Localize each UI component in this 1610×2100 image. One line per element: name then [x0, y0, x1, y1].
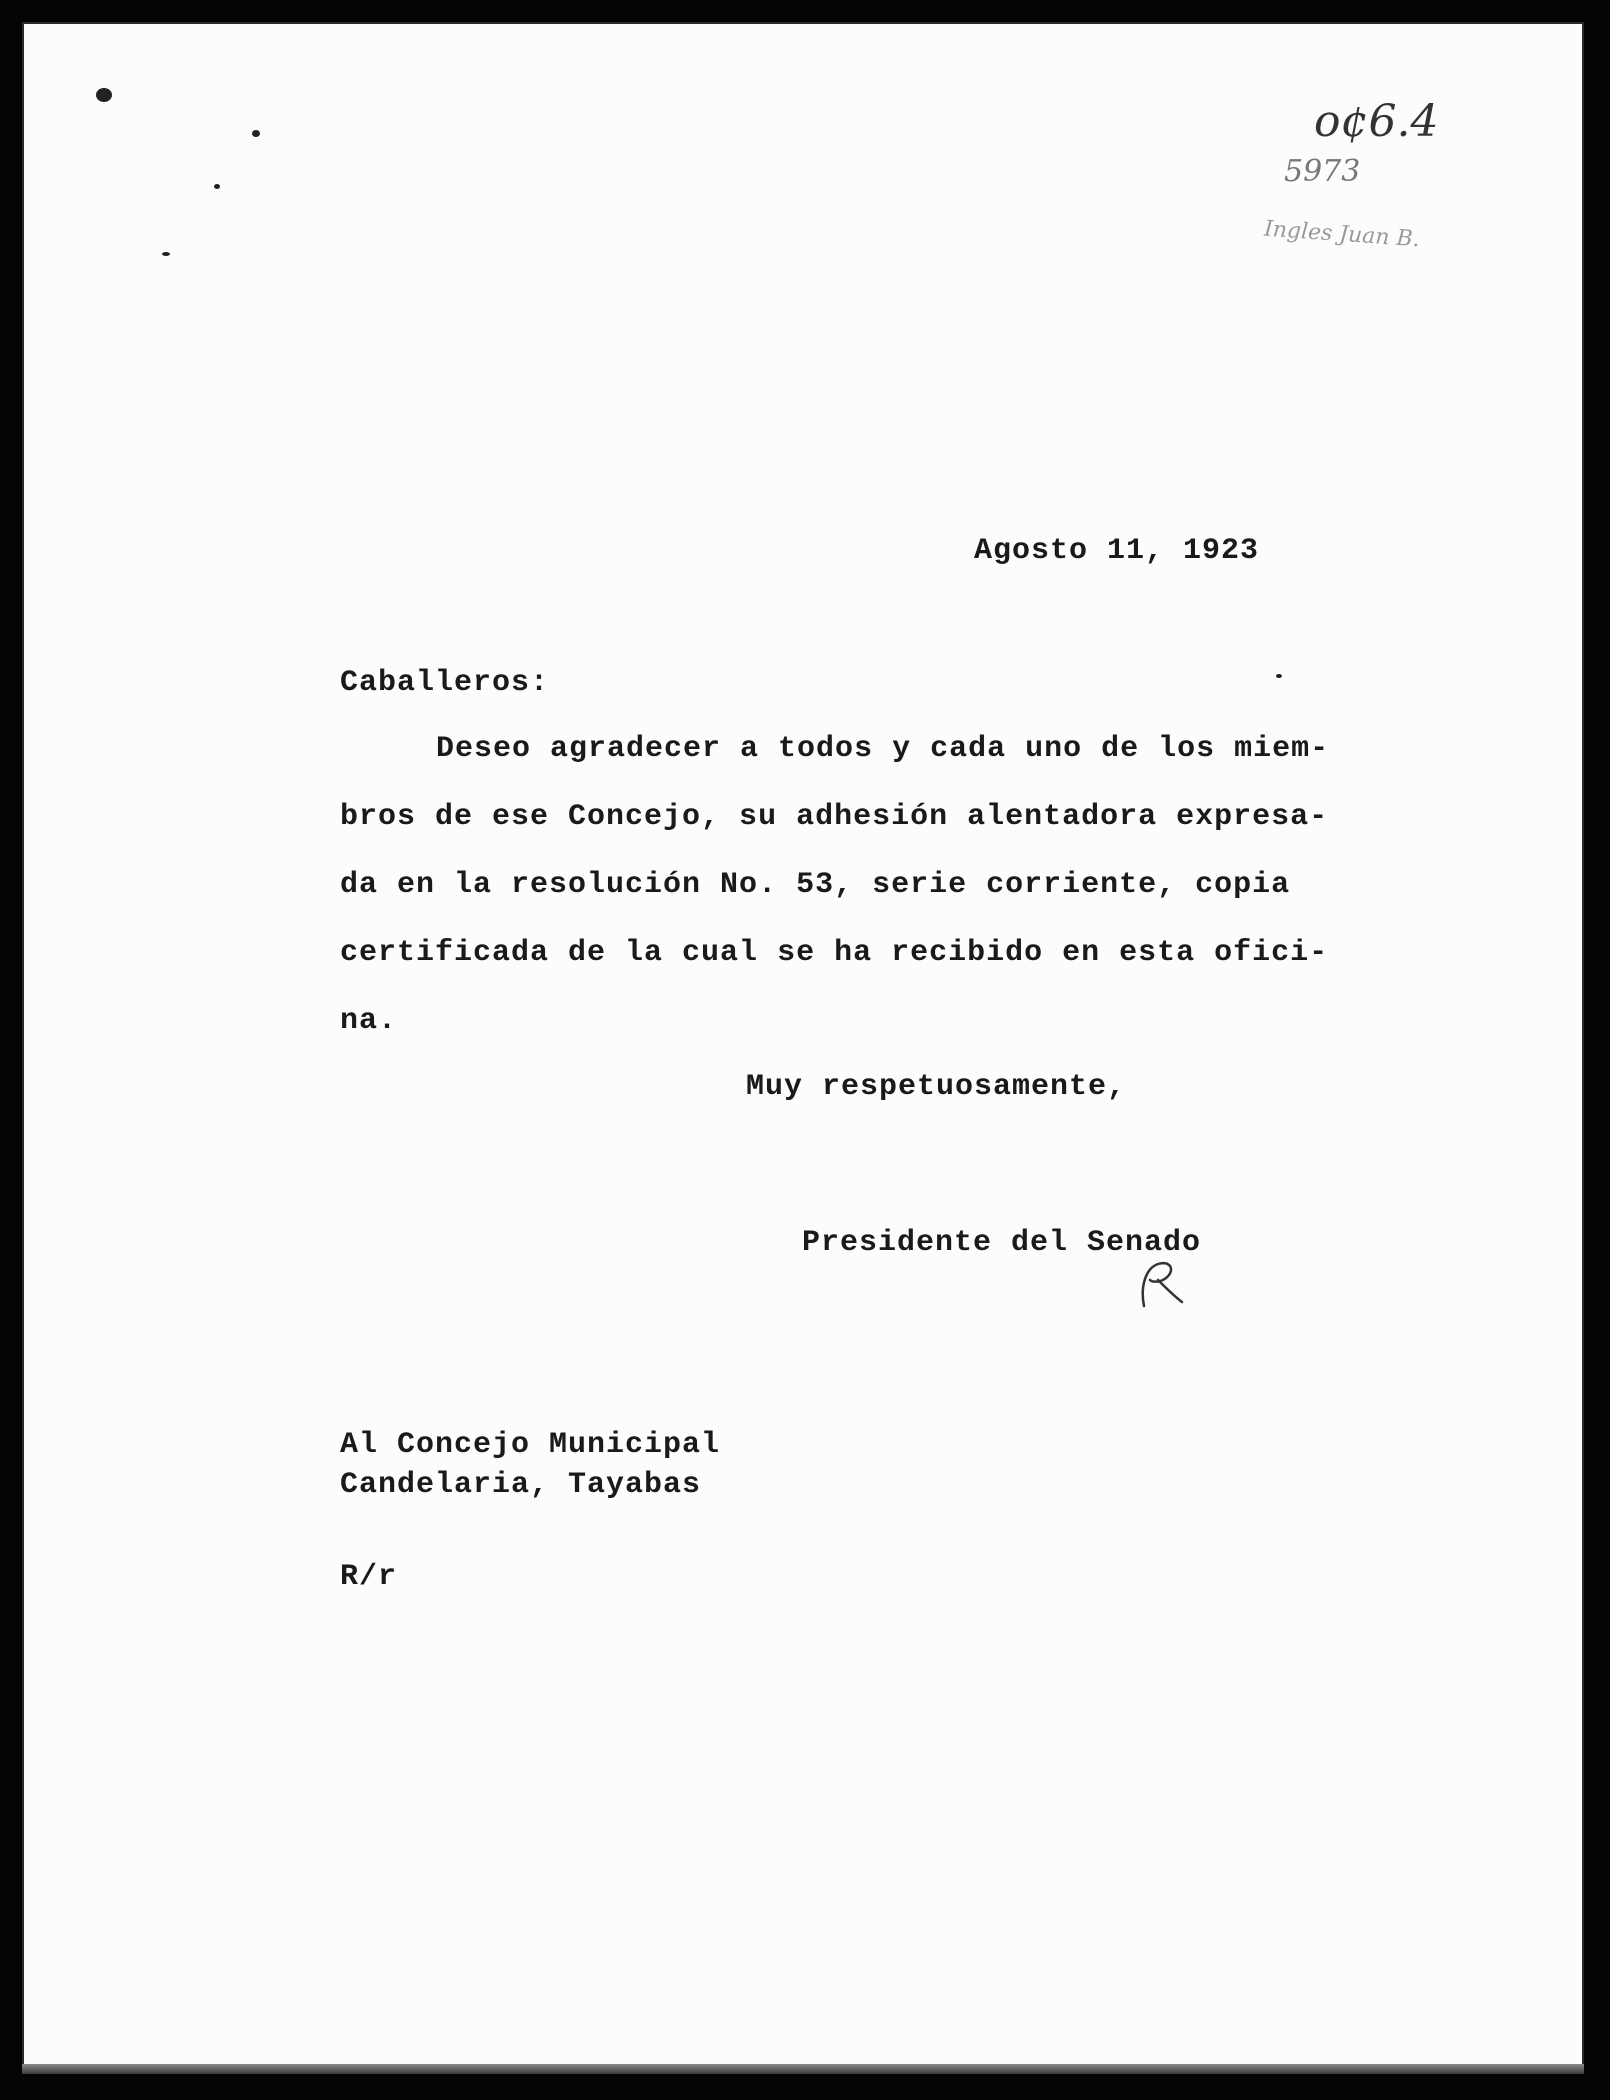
archive-note-name: Ingles Juan B. — [1263, 216, 1421, 253]
signature-title: Presidente del Senado — [802, 1226, 1202, 1260]
ink-speck — [252, 130, 260, 137]
recipient-line-2: Candelaria, Tayabas — [340, 1468, 702, 1502]
ink-speck — [96, 88, 112, 102]
closing: Muy respetuosamente, — [746, 1070, 1127, 1104]
typist-initials: R/r — [340, 1560, 398, 1594]
letter-date: Agosto 11, 1923 — [974, 534, 1260, 568]
body-line-3: da en la resolución No. 53, serie corriente, copia — [340, 868, 1291, 902]
body-line-4: certificada de la cual se ha recibido en esta ofici- — [340, 936, 1329, 970]
body-line-1: Deseo agradecer a todos y cada uno de los miem- — [436, 732, 1330, 766]
ink-speck — [1276, 674, 1282, 678]
letter-page — [22, 22, 1584, 2070]
ink-speck — [214, 184, 220, 189]
body-line-2: bros de ese Concejo, su adhesión alentadora expresa- — [340, 800, 1329, 834]
salutation: Caballeros: — [340, 666, 550, 700]
archive-note-number: o¢6.4 — [1314, 96, 1439, 147]
ink-speck — [162, 252, 170, 256]
recipient-line-1: Al Concejo Municipal — [340, 1428, 721, 1462]
body-line-5: na. — [340, 1004, 398, 1038]
page-edge-shadow — [22, 2064, 1584, 2074]
handwritten-initial-mark — [1136, 1256, 1186, 1312]
archive-note-code: 5973 — [1284, 154, 1361, 189]
